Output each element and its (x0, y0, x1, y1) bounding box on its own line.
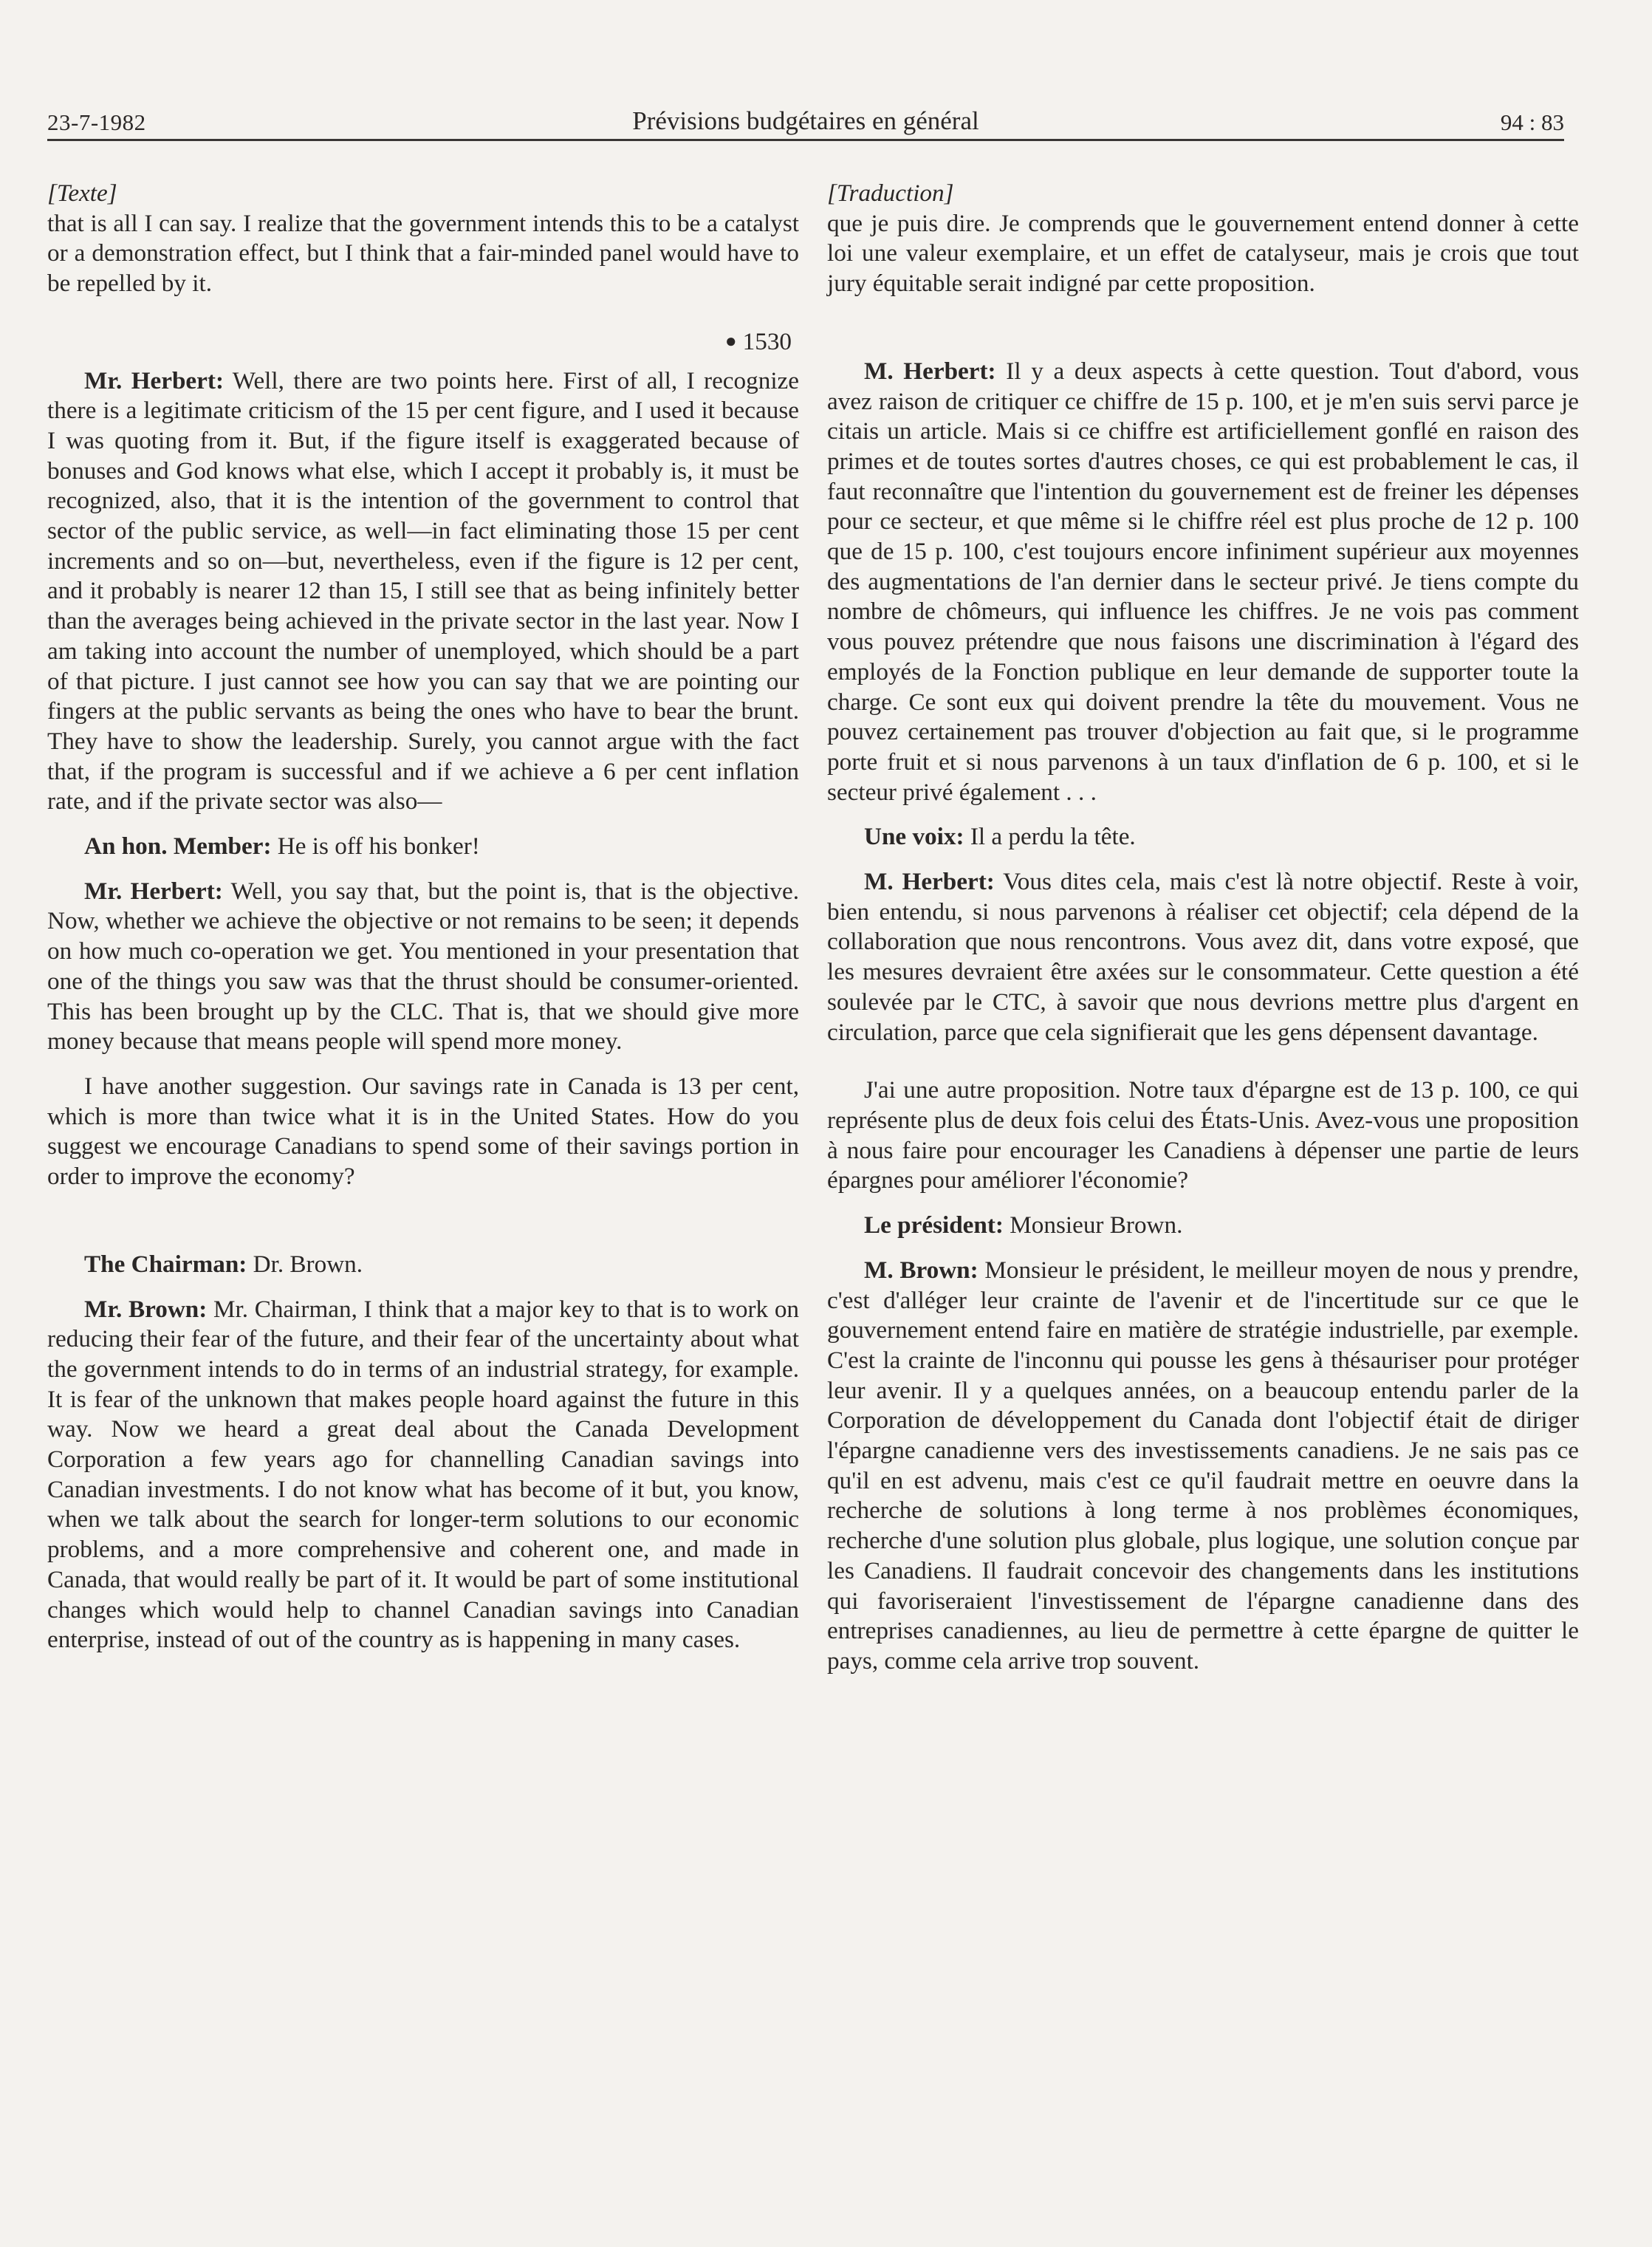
speaker-name: M. Herbert: (864, 357, 996, 385)
speaker-name: Mr. Herbert: (84, 877, 223, 905)
time-value: 1530 (742, 327, 792, 355)
speaker-name: Une voix: (864, 823, 964, 851)
column-label-texte: [Texte] (47, 179, 117, 207)
speaker-name: Mr. Herbert: (84, 366, 224, 394)
speech-text: Well, you say that, but the point is, that is the objective. Now, whether we achieve the objective or not remains to be seen; it depends on how much co-operation we get. You mentioned in your presentation that one of the things you saw was that the thrust should be consumer-oriented. This has been brought up by the CLC. That is, that we should give more money because that means people will spend more money. (47, 877, 799, 1056)
header-page-number: 94 : 83 (1500, 109, 1564, 135)
speech-text: Monsieur Brown. (1003, 1211, 1183, 1239)
paragraph: J'ai une autre proposition. Notre taux d'épargne est de 13 p. 100, ce qui représente plus de deux fois celui des États-Unis. Avez-vous une proposition à nous faire pour encourager les Canadiens à dépenser une partie de leurs épargnes pour améliorer l'économie? (827, 1076, 1579, 1194)
bullet-icon: ● (724, 329, 737, 352)
speaker-name: Le président: (864, 1211, 1004, 1239)
speech-text: Mr. Chairman, I think that a major key to that is to work on reducing their fear of the future, and their fear of the uncertainty about what the government intends to do in terms of an industrial strategy, for example. It is fear of the unknown that makes people hoard against the future in this way. Now we heard a great deal about the Canada Development Corporation a few years ago for channelling Canadian savings into Canadian investments. I do not know what has become of it but, you know, when we talk about the search for longer-term solutions to our economic problems, and a more comprehensive and coherent one, and made in Canada, that would really be part of it. It would be part of some institutional changes which would help to channel Canadian savings into Canadian enterprise, instead of out of the country as is happening in many cases. (47, 1295, 800, 1654)
speech-text: Well, there are two points here. First of all, I recognize there is a legitimate criticism of the 15 per cent figure, and I used it because I was quoting from it. But, if the figure itself is exaggerated because of bonuses and God knows what else, which I accept it probably is, it must be recognized, also, that it is the intention of the government to control that sector of the public service, as well—in fact eliminating those 15 per cent increments and so on—but, nevertheless, even if the figure is 12 per cent, and it probably is nearer 12 than 15, I still see that as being infinitely better than the averages being achieved in the private sector in the last year. Now I am taking into account the number of unemployed, which should be a part of that picture. I just cannot see how you can say that we are pointing our fingers at the public servants as being the ones who have to bear the brunt. They have to show the leadership. Surely, you cannot argue with the fact that, if the program is successful and if we achieve a 6 per cent inflation rate, and if the private sector was also— (47, 366, 799, 815)
paragraph (827, 357, 1579, 808)
paragraph (827, 822, 1579, 852)
paragraph (47, 1250, 799, 1280)
french-column (827, 179, 1579, 1677)
speech-text: He is off his bonker! (271, 832, 480, 861)
speaker-name: An hon. Member: (84, 832, 272, 861)
running-header (47, 103, 1564, 141)
speech-text: Dr. Brown. (247, 1250, 363, 1278)
header-title: Prévisions budgétaires en général (632, 106, 979, 135)
paragraph (827, 1211, 1579, 1241)
english-column (47, 179, 799, 1655)
paragraph (47, 1295, 799, 1655)
speaker-name: Mr. Brown: (84, 1295, 208, 1323)
paragraph (47, 832, 799, 862)
paragraph (47, 877, 799, 1057)
header-date: 23-7-1982 (47, 109, 146, 135)
paragraph (827, 867, 1579, 1047)
paragraph: that is all I can say. I realize that the government intends this to be a catalyst or a demonstration effect, but I think that a fair-minded panel would have to be repelled by it. (47, 209, 799, 298)
speaker-name: M. Herbert: (864, 868, 995, 896)
paragraph (47, 366, 799, 818)
paragraph (827, 1256, 1579, 1677)
paragraph: I have another suggestion. Our savings rate in Canada is 13 per cent, which is more than twice what it is in the United States. How do you suggest we encourage Canadians to spend some of their savings portion in order to improve the economy? (47, 1072, 799, 1191)
speech-text: Il a perdu la tête. (964, 823, 1136, 851)
column-label-traduction: [Traduction] (827, 179, 954, 207)
speech-text: Vous dites cela, mais c'est là notre objectif. Reste à voir, bien entendu, si nous parvenons à réaliser cet objectif; cela dépend de la collaboration que nous rencontrons. Vous avez dit, dans votre exposé, que les mesures devraient être axées sur le consommateur. Cette question a été soulevée par le CTC, à savoir que nous devrions mettre plus d'argent en circulation, parce que cela signifierait que les gens dépensent davantage. (827, 868, 1579, 1046)
speech-text: Il y a deux aspects à cette question. Tout d'abord, vous avez raison de critiquer ce chiffre de 15 p. 100, et je m'en suis servi parce je citais un article. Mais si ce chiffre est artificiellement gonflé en raison des primes et de toutes sortes d'autres choses, ce qui est probablement le cas, il faut reconnaître que l'intention du gouvernement est de freiner les dépenses pour ce secteur, et que même si le chiffre réel est plus proche de 12 p. 100 que de 15 p. 100, c'est toujours encore infiniment supérieur aux moyennes des augmentations de l'an dernier dans le secteur privé. Je tiens compte du nombre de chômeurs, qui influence les chiffres. Je ne vois pas comment vous pouvez prétendre que nous faisons une discrimination à l'égard des employés de la Fonction publique en leur demande de supporter toute la charge. Ce sont eux qui doivent prendre la tête du mouvement. Vous ne pouvez certainement pas trouver d'objection au fait que, si le programme porte fruit et si nous parvenons à un taux d'inflation de 6 p. 100, et si le secteur privé également . . . (827, 357, 1579, 806)
speech-text: Monsieur le président, le meilleur moyen de nous y prendre, c'est d'alléger leur crainte de l'avenir et de l'incertitude sur ce que le gouvernement entend faire en matière de stratégie industrielle, par exemple. C'est la crainte de l'inconnu qui pousse les gens à thésauriser pour protéger leur avenir. Il y a quelques années, on a beaucoup entendu parler de la Corporation de développement du Canada dont l'objectif était de diriger l'épargne canadienne vers des investissements canadiens. Je ne sais pas ce qu'il en est advenu, mais c'est ce qu'il faudrait mettre en oeuvre dans la recherche de solutions à long terme à nos problèmes économiques, recherche d'une solution plus globale, plus logique, une solution conçue par les Canadiens. Il faudrait concevoir des changements dans les institutions qui favoriseraient l'investissement de l'épargne canadienne dans des entreprises canadiennes, au lieu de permettre à cette épargne de quitter le pays, comme cela arrive trop souvent. (827, 1256, 1579, 1675)
speaker-name: The Chairman: (84, 1250, 247, 1278)
paragraph: que je puis dire. Je comprends que le gouvernement entend donner à cette loi une valeur exemplaire, et un effet de catalyseur, mais je crois que tout jury équitable serait indigné par cette proposition. (827, 209, 1579, 298)
speaker-name: M. Brown: (864, 1256, 978, 1284)
time-marker (47, 327, 799, 359)
